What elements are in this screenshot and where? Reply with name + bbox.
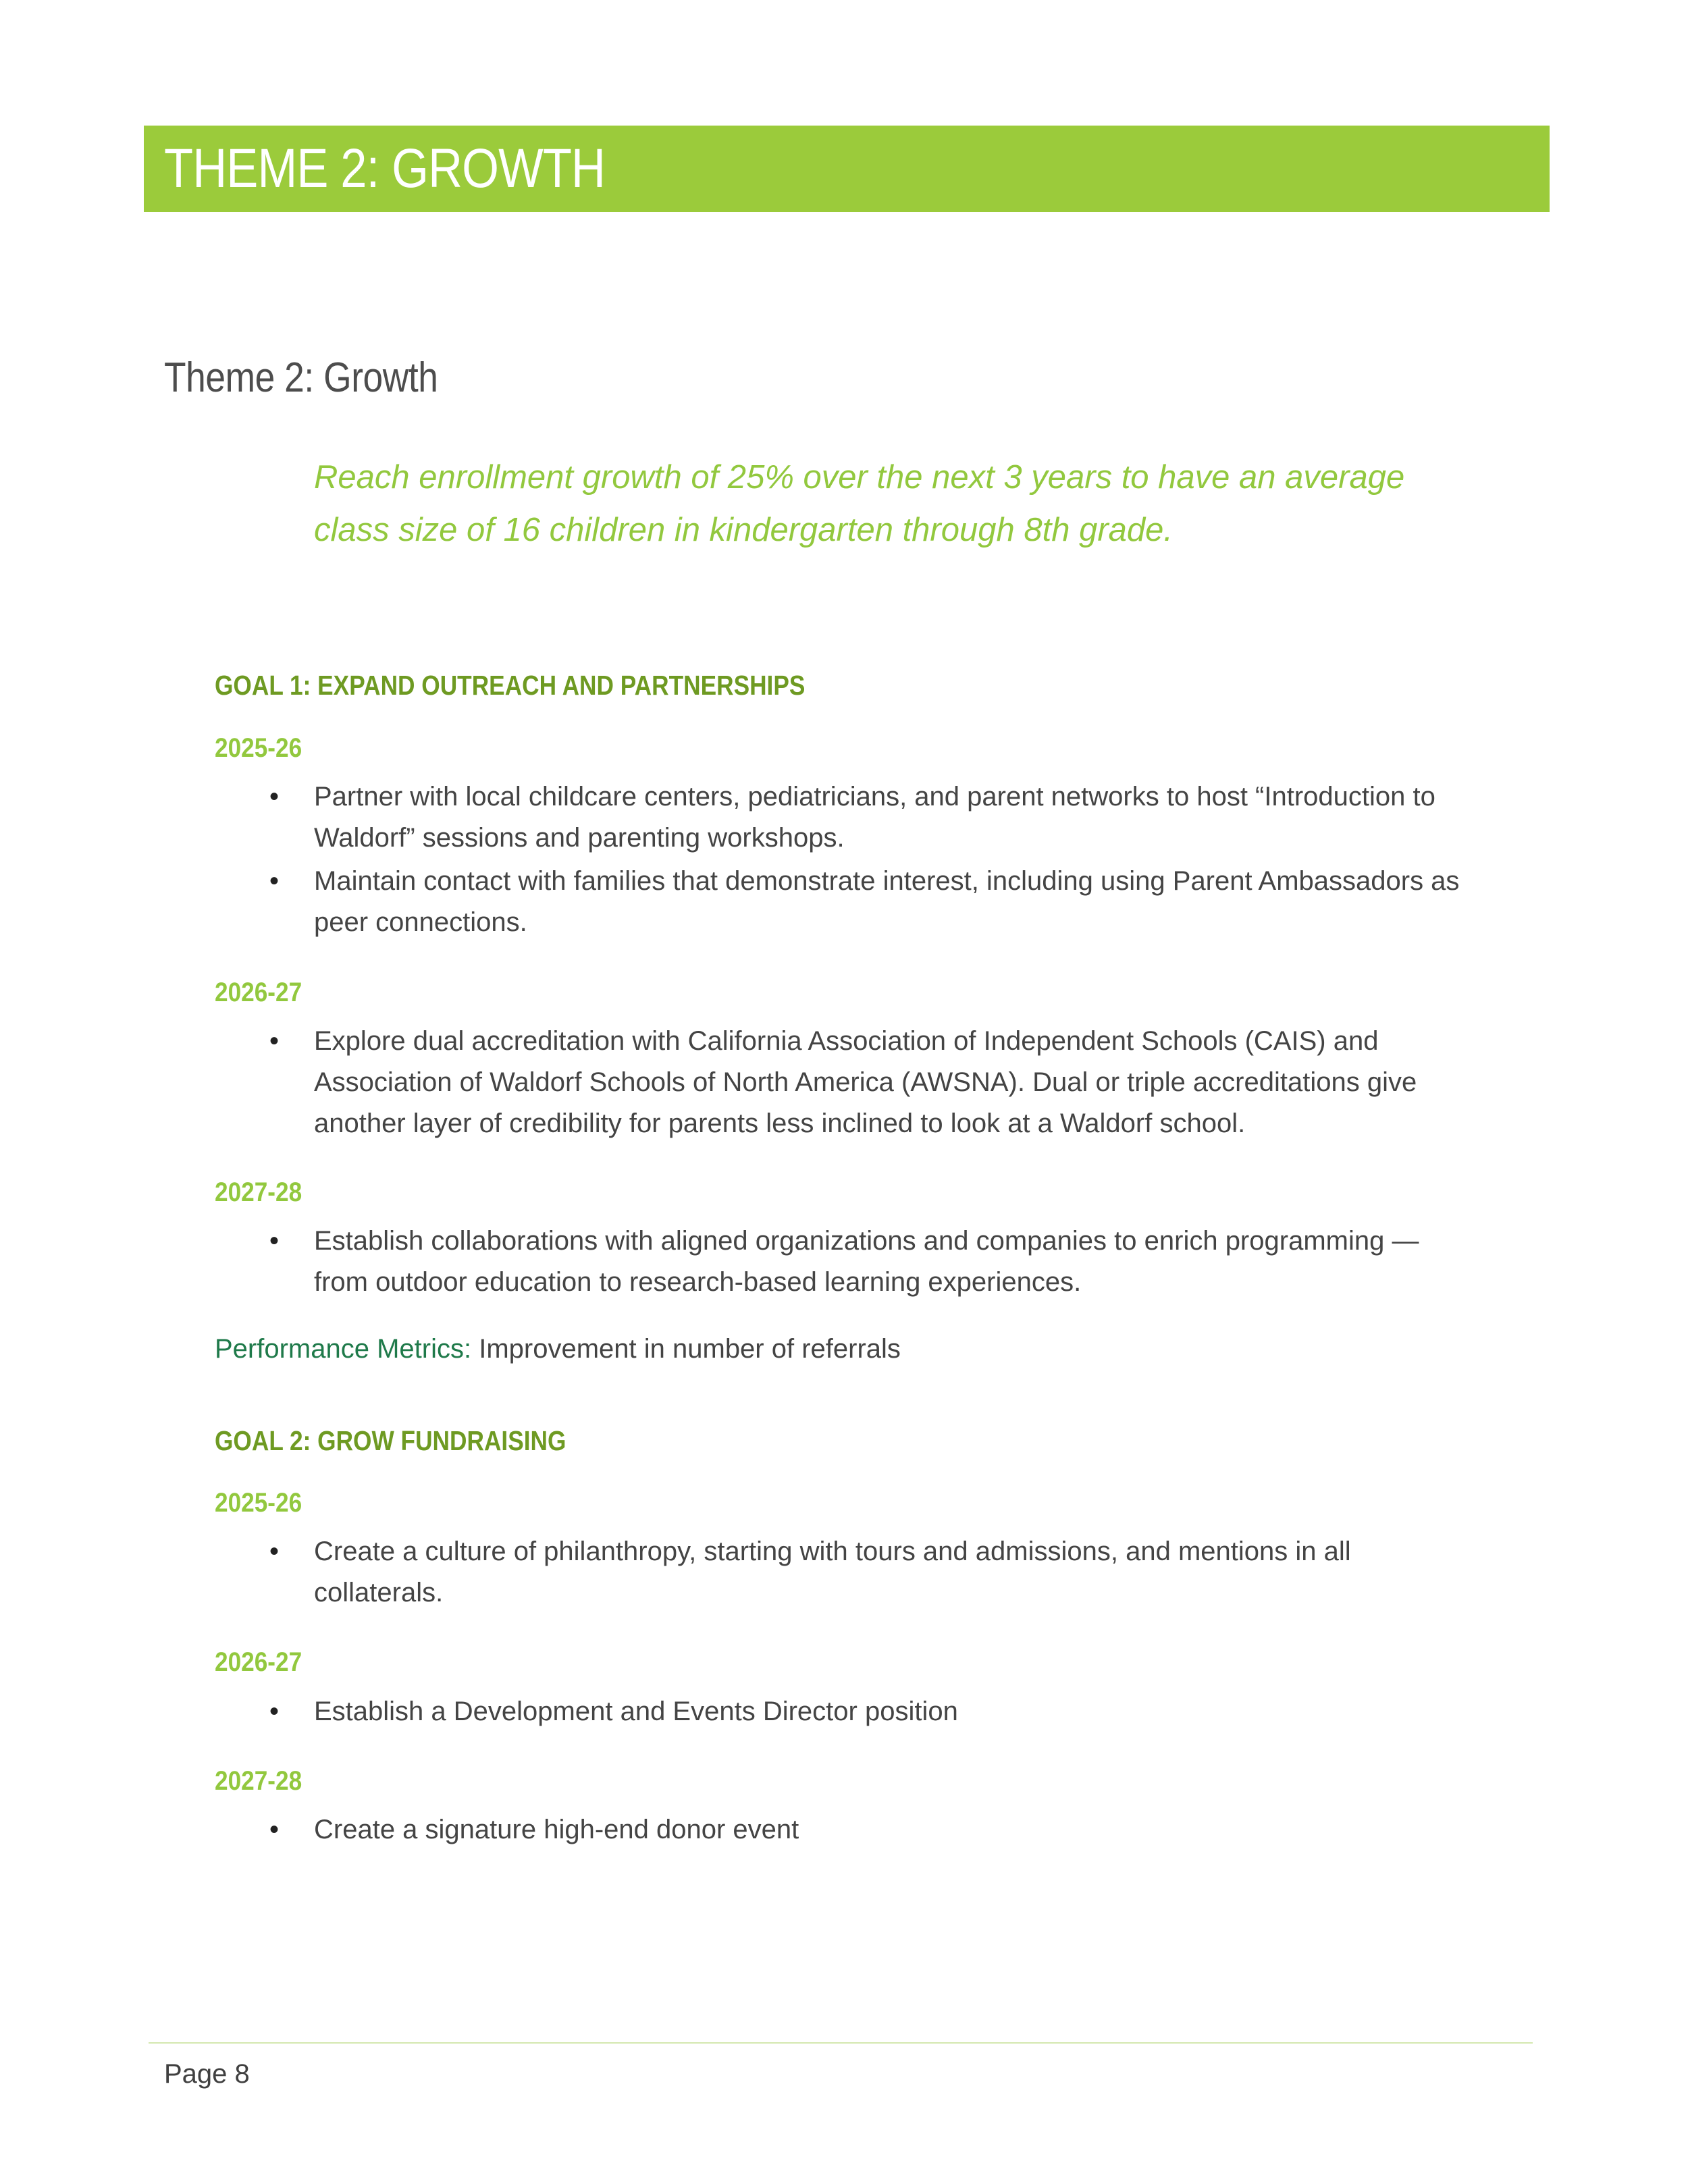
banner-title: THEME 2: GROWTH — [164, 138, 606, 199]
page-heading: Theme 2: Growth — [164, 354, 438, 401]
metrics-value: Improvement in number of referrals — [471, 1334, 901, 1364]
performance-metrics — [215, 1329, 901, 1370]
goal-1-year-2027-28: 2027-28 — [215, 1177, 302, 1207]
bullet-text: Establish collaborations with aligned organizations and companies to enrich programming — from outdoor education to research-based learning experiences. — [314, 1226, 1419, 1297]
bullet-item — [269, 1809, 1475, 1850]
bullet-dot-icon: • — [269, 1697, 280, 1726]
footer-divider — [149, 2042, 1533, 2044]
bullet-text: Establish a Development and Events Director position — [314, 1697, 958, 1726]
page-number: Page 8 — [164, 2059, 250, 2089]
metrics-label: Performance Metrics: — [215, 1334, 472, 1364]
bullet-dot-icon: • — [269, 1226, 280, 1256]
goal-2-year-2025-26: 2025-26 — [215, 1488, 302, 1518]
bullet-text: Create a signature high-end donor event — [314, 1815, 799, 1844]
theme-banner — [144, 126, 1550, 212]
bullet-item — [269, 776, 1475, 859]
intro-statement: Reach enrollment growth of 25% over the next 3 years to have an average class size of 16 children in kindergarten through 8th grade. — [314, 459, 1405, 548]
bullet-text: Maintain contact with families that demonstrate interest, including using Parent Ambassadors as peer connections. — [314, 866, 1460, 937]
goal-1-year-2026-27: 2026-27 — [215, 978, 302, 1007]
bullet-item — [269, 1021, 1475, 1144]
goal-1-year-2025-26: 2025-26 — [215, 733, 302, 763]
bullet-dot-icon: • — [269, 1026, 280, 1056]
bullet-dot-icon: • — [269, 1815, 280, 1844]
goal-1-title: GOAL 1: EXPAND OUTREACH AND PARTNERSHIPS — [215, 670, 806, 701]
goal-2-year-2026-27: 2026-27 — [215, 1647, 302, 1677]
bullet-dot-icon: • — [269, 866, 280, 896]
goal-2-title: GOAL 2: GROW FUNDRAISING — [215, 1425, 566, 1456]
bullet-text: Create a culture of philanthropy, starting with tours and admissions, and mentions in all collaterals. — [314, 1537, 1351, 1607]
bullet-item — [269, 861, 1475, 943]
bullet-dot-icon: • — [269, 782, 280, 811]
goal-2-year-2027-28: 2027-28 — [215, 1766, 302, 1796]
bullet-item — [269, 1531, 1475, 1614]
bullet-item — [269, 1221, 1475, 1303]
bullet-text: Explore dual accreditation with California Association of Independent Schools (CAIS) and Association of Waldorf Schools of North America (AWSNA). Dual or triple accreditations give another layer of credibility for parents less inclined to look at a Waldorf school. — [314, 1026, 1417, 1138]
bullet-dot-icon: • — [269, 1537, 280, 1566]
bullet-text: Partner with local childcare centers, pediatricians, and parent networks to host “Introduction to Waldorf” sessions and parenting workshops. — [314, 782, 1435, 853]
bullet-item — [269, 1691, 1475, 1732]
